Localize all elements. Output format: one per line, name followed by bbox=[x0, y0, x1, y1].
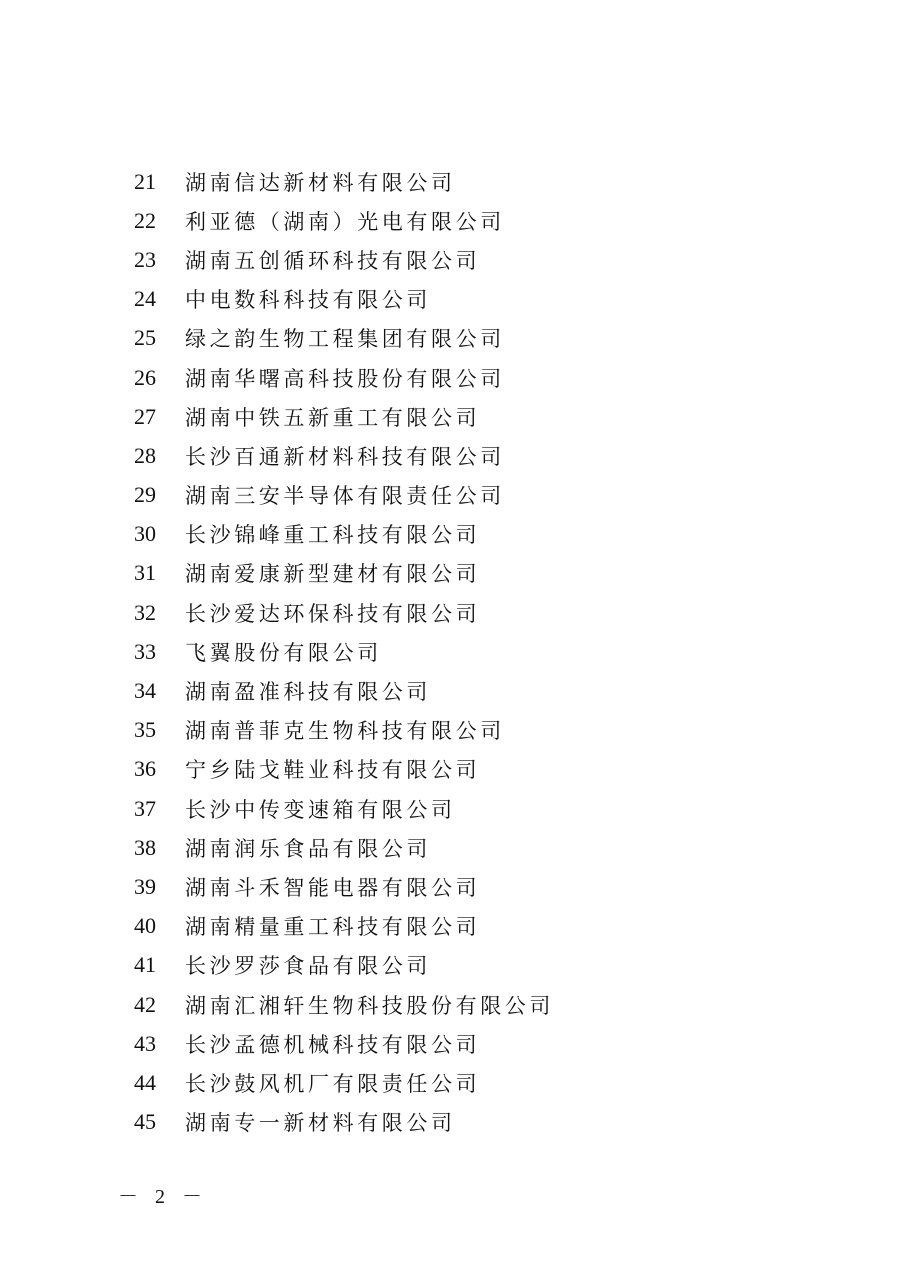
row-number: 37 bbox=[134, 795, 156, 821]
row-number: 29 bbox=[134, 482, 156, 508]
list-item bbox=[0, 907, 900, 946]
row-number: 35 bbox=[134, 717, 156, 743]
company-name: 湖南爱康新型建材有限公司 bbox=[185, 562, 481, 587]
list-item bbox=[0, 789, 900, 828]
row-number: 21 bbox=[134, 168, 156, 194]
list-item bbox=[0, 632, 900, 671]
row-number: 43 bbox=[134, 1030, 156, 1056]
row-number: 39 bbox=[134, 873, 156, 899]
list-item bbox=[0, 711, 900, 750]
row-number: 24 bbox=[134, 286, 156, 312]
company-name: 湖南盈准科技有限公司 bbox=[185, 680, 431, 705]
list-item bbox=[0, 593, 900, 632]
row-number: 45 bbox=[134, 1109, 156, 1135]
list-item bbox=[0, 162, 900, 201]
list-item bbox=[0, 397, 900, 436]
row-number: 34 bbox=[134, 678, 156, 704]
row-number: 28 bbox=[134, 442, 156, 468]
list-item bbox=[0, 201, 900, 240]
list-item bbox=[0, 358, 900, 397]
list-item bbox=[0, 750, 900, 789]
company-name: 湖南汇湘轩生物科技股份有限公司 bbox=[185, 993, 554, 1018]
company-name: 湖南普菲克生物科技有限公司 bbox=[185, 719, 505, 744]
row-number: 23 bbox=[134, 246, 156, 272]
company-name: 湖南信达新材料有限公司 bbox=[185, 170, 456, 195]
company-name: 中电数科科技有限公司 bbox=[185, 288, 431, 313]
company-name: 长沙锦峰重工科技有限公司 bbox=[185, 523, 481, 548]
list-item bbox=[0, 476, 900, 515]
row-number: 38 bbox=[134, 834, 156, 860]
company-name: 湖南三安半导体有限责任公司 bbox=[185, 484, 505, 509]
list-item bbox=[0, 554, 900, 593]
list-item bbox=[0, 671, 900, 710]
company-name: 湖南专一新材料有限公司 bbox=[185, 1111, 456, 1136]
list-item bbox=[0, 280, 900, 319]
list-item bbox=[0, 436, 900, 475]
row-number: 26 bbox=[134, 364, 156, 390]
row-number: 42 bbox=[134, 991, 156, 1017]
list-item bbox=[0, 319, 900, 358]
company-name: 利亚德（湖南）光电有限公司 bbox=[185, 209, 505, 234]
list-item bbox=[0, 1063, 900, 1102]
row-number: 22 bbox=[134, 207, 156, 233]
list-item bbox=[0, 1024, 900, 1063]
row-number: 36 bbox=[134, 756, 156, 782]
row-number: 31 bbox=[134, 560, 156, 586]
row-number: 41 bbox=[134, 952, 156, 978]
company-name: 湖南斗禾智能电器有限公司 bbox=[185, 875, 481, 900]
row-number: 25 bbox=[134, 325, 156, 351]
row-number: 32 bbox=[134, 599, 156, 625]
row-number: 44 bbox=[134, 1069, 156, 1095]
company-name: 湖南润乐食品有限公司 bbox=[185, 836, 431, 861]
company-name: 飞翼股份有限公司 bbox=[185, 640, 382, 665]
company-name: 长沙中传变速箱有限公司 bbox=[185, 797, 456, 822]
company-name: 长沙罗莎食品有限公司 bbox=[185, 954, 431, 979]
company-name: 长沙孟德机械科技有限公司 bbox=[185, 1032, 481, 1057]
list-item bbox=[0, 867, 900, 906]
row-number: 40 bbox=[134, 913, 156, 939]
list-item bbox=[0, 1103, 900, 1142]
page-number: － 2 － bbox=[118, 1186, 208, 1208]
row-number: 27 bbox=[134, 403, 156, 429]
company-name: 湖南精量重工科技有限公司 bbox=[185, 915, 481, 940]
list-item bbox=[0, 240, 900, 279]
company-name: 湖南五创循环科技有限公司 bbox=[185, 248, 481, 273]
company-name: 绿之韵生物工程集团有限公司 bbox=[185, 327, 505, 352]
list-item bbox=[0, 828, 900, 867]
company-name: 湖南华曙高科技股份有限公司 bbox=[185, 366, 505, 391]
company-name: 长沙百通新材料科技有限公司 bbox=[185, 444, 505, 469]
list-item bbox=[0, 946, 900, 985]
list-item bbox=[0, 515, 900, 554]
company-name: 长沙鼓风机厂有限责任公司 bbox=[185, 1071, 481, 1096]
row-number: 30 bbox=[134, 521, 156, 547]
list-item bbox=[0, 985, 900, 1024]
row-number: 33 bbox=[134, 638, 156, 664]
company-name: 宁乡陆戈鞋业科技有限公司 bbox=[185, 758, 481, 783]
company-name: 湖南中铁五新重工有限公司 bbox=[185, 405, 481, 430]
company-list bbox=[0, 162, 900, 1142]
company-name: 长沙爱达环保科技有限公司 bbox=[185, 601, 481, 626]
